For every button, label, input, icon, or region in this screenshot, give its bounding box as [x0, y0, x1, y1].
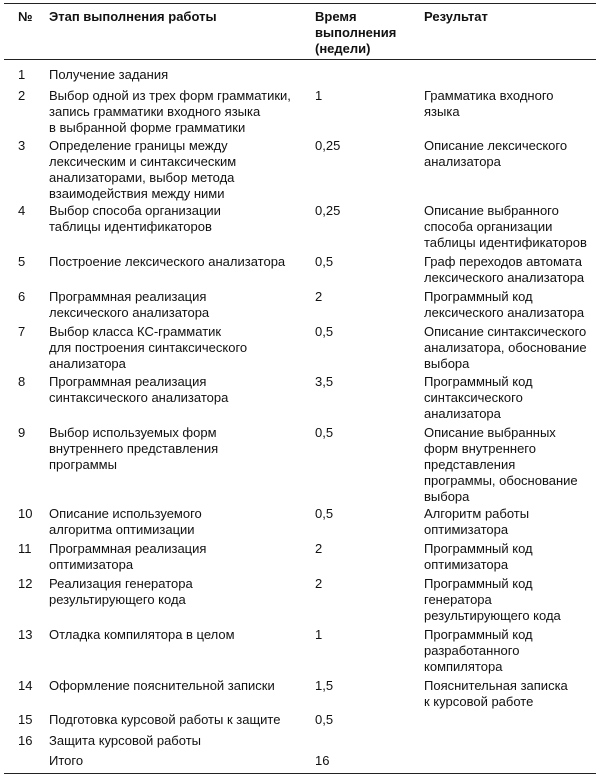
row-time: 0,5 [315, 254, 334, 269]
row-time: 16 [315, 753, 330, 768]
row-result: Программный код генератора результирующего кода [424, 576, 561, 623]
row-num: 10 [18, 506, 33, 521]
row-stage: Программная реализация лексического анализатора [49, 289, 210, 320]
header-result: Результат [424, 9, 488, 24]
row-stage: Защита курсовой работы [49, 733, 201, 748]
row-stage: Итого [49, 753, 84, 768]
row-time: 0,5 [315, 506, 334, 521]
row-result: Программный код оптимизатора [424, 541, 533, 572]
header-num: № [18, 9, 33, 24]
row-result: Алгоритм работы оптимизатора [424, 506, 530, 537]
row-stage: Программная реализация оптимизатора [49, 541, 207, 572]
row-result: Программный код лексического анализатора [424, 289, 585, 320]
row-time: 0,5 [315, 425, 334, 440]
row-result: Описание выбранных форм внутреннего представления программы, обоснование выбора [424, 425, 578, 504]
row-result: Программный код разработанного компилятора [424, 627, 533, 674]
row-result: Программный код синтаксического анализатора [424, 374, 533, 421]
row-num: 2 [18, 88, 26, 103]
row-num: 8 [18, 374, 26, 389]
row-stage: Программная реализация синтаксического анализатора [49, 374, 229, 405]
row-num: 13 [18, 627, 33, 642]
row-num: 4 [18, 203, 26, 218]
table-top-rule [4, 3, 596, 4]
row-num: 1 [18, 67, 26, 82]
row-num: 11 [18, 541, 32, 556]
row-time: 2 [315, 289, 323, 304]
header-stage: Этап выполнения работы [49, 9, 217, 24]
row-num: 15 [18, 712, 33, 727]
row-num: 5 [18, 254, 26, 269]
row-stage: Выбор используемых форм внутреннего представления программы [49, 425, 219, 472]
row-num: 14 [18, 678, 33, 693]
row-time: 0,25 [315, 203, 341, 218]
row-time: 1 [315, 627, 323, 642]
row-stage: Отладка компилятора в целом [49, 627, 235, 642]
row-result: Описание лексического анализатора [424, 138, 568, 169]
row-num: 12 [18, 576, 33, 591]
row-result: Описание синтаксического анализатора, обоснование выбора [424, 324, 587, 371]
row-time: 0,25 [315, 138, 341, 153]
table-bottom-rule [4, 773, 596, 774]
row-result: Пояснительная записка к курсовой работе [424, 678, 568, 709]
row-result: Грамматика входного языка [424, 88, 554, 119]
row-num: 9 [18, 425, 26, 440]
row-stage: Оформление пояснительной записки [49, 678, 275, 693]
row-result: Описание выбранного способа организации таблицы идентификаторов [424, 203, 587, 250]
row-stage: Описание используемого алгоритма оптимизации [49, 506, 202, 537]
row-result: Граф переходов автомата лексического анализатора [424, 254, 585, 285]
row-num: 6 [18, 289, 26, 304]
row-stage: Выбор способа организации таблицы идентификаторов [49, 203, 221, 234]
row-stage: Определение границы между лексическим и синтаксическим анализаторами, выбор метода взаимодействия между ними [49, 138, 237, 201]
row-num: 16 [18, 733, 33, 748]
header-time: Время выполнения (недели) [315, 9, 397, 56]
row-time: 0,5 [315, 712, 334, 727]
row-stage: Выбор одной из трех форм грамматики, запись грамматики входного языка в выбранной форме грамматики [49, 88, 291, 135]
row-stage: Построение лексического анализатора [49, 254, 286, 269]
row-num: 7 [18, 324, 26, 339]
row-time: 2 [315, 576, 323, 591]
row-time: 3,5 [315, 374, 334, 389]
row-stage: Реализация генератора результирующего кода [49, 576, 193, 607]
row-stage: Подготовка курсовой работы к защите [49, 712, 281, 727]
header-bottom-rule [4, 59, 596, 60]
row-stage: Получение задания [49, 67, 169, 82]
row-time: 1,5 [315, 678, 334, 693]
row-time: 0,5 [315, 324, 334, 339]
row-stage: Выбор класса КС-грамматик для построения синтаксического анализатора [49, 324, 248, 371]
row-time: 2 [315, 541, 323, 556]
row-num: 3 [18, 138, 26, 153]
row-time: 1 [315, 88, 323, 103]
